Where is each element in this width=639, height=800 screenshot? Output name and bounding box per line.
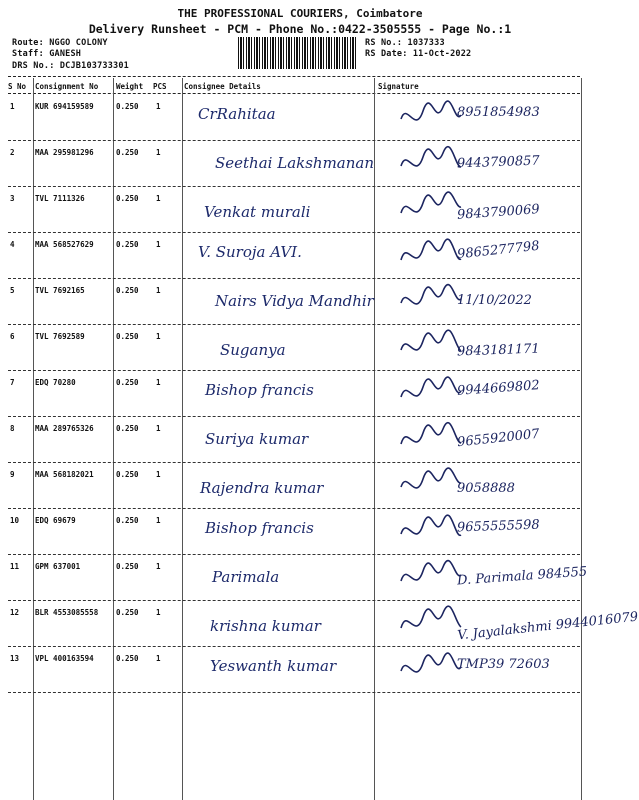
table-row — [0, 371, 600, 417]
row-pcs: 1 — [156, 424, 161, 433]
col-signature: Signature — [378, 82, 419, 91]
signature-scribble — [395, 97, 465, 137]
row-weight: 0.250 — [116, 194, 139, 203]
row-consignment-no: MAA 568527629 — [35, 240, 94, 249]
table-row — [0, 279, 600, 325]
row-weight: 0.250 — [116, 286, 139, 295]
signature-note: 8951854983 — [457, 105, 540, 120]
row-weight: 0.250 — [116, 608, 139, 617]
row-pcs: 1 — [156, 240, 161, 249]
table-row — [0, 509, 600, 555]
barcode — [238, 37, 358, 69]
consignee-name: CrRahitaa — [198, 105, 276, 123]
row-consignment-no: MAA 568182021 — [35, 470, 94, 479]
table-row — [0, 187, 600, 233]
consignee-name: Suriya kumar — [205, 430, 309, 448]
signature-scribble — [395, 465, 465, 505]
signature-scribble — [395, 235, 465, 275]
row-consignment-no: EDQ 69679 — [35, 516, 76, 525]
row-pcs: 1 — [156, 608, 161, 617]
signature-area — [395, 97, 575, 137]
consignee-name: V. Suroja AVI. — [198, 243, 302, 261]
row-weight: 0.250 — [116, 332, 139, 341]
row-consignment-no: MAA 289765326 — [35, 424, 94, 433]
signature-area — [395, 557, 588, 597]
consignee-name: Yeswanth kumar — [210, 657, 337, 675]
col-consignee: Consignee Details — [184, 82, 261, 91]
signature-area — [395, 235, 575, 275]
row-sno: 7 — [10, 378, 15, 387]
signature-note: 9843790069 — [456, 202, 541, 223]
row-sno: 13 — [10, 654, 20, 663]
signature-area — [395, 465, 575, 505]
signature-scribble — [395, 511, 465, 551]
signature-note: 9944669802 — [456, 378, 541, 399]
row-pcs: 1 — [156, 286, 161, 295]
consignee-name: Nairs Vidya Mandhir — [215, 292, 374, 310]
rs-number: RS No.: 1037333 — [365, 38, 445, 48]
row-sno: 2 — [10, 148, 15, 157]
signature-scribble — [395, 557, 465, 597]
signature-note: 11/10/2022 — [457, 293, 532, 308]
row-weight: 0.250 — [116, 102, 139, 111]
col-weight: Weight — [116, 82, 144, 91]
table-row — [0, 95, 600, 141]
table-row — [0, 233, 600, 279]
signature-note: 9655920007 — [456, 426, 541, 451]
signature-area — [395, 189, 575, 229]
row-sno: 6 — [10, 332, 15, 341]
signature-area — [395, 649, 575, 689]
rs-date: RS Date: 11-Oct-2022 — [365, 49, 472, 59]
row-consignment-no: MAA 295981296 — [35, 148, 94, 157]
row-pcs: 1 — [156, 148, 161, 157]
row-weight: 0.250 — [116, 562, 139, 571]
consignee-name: Parimala — [212, 568, 280, 586]
consignee-name: Bishop francis — [205, 519, 314, 537]
signature-scribble — [395, 189, 465, 229]
signature-note: 9865277798 — [456, 238, 541, 263]
staff-label: Staff: GANESH — [12, 49, 82, 59]
table-row — [0, 555, 600, 601]
signature-scribble — [395, 143, 465, 183]
row-pcs: 1 — [156, 654, 161, 663]
row-consignment-no: VPL 400163594 — [35, 654, 94, 663]
consignee-name: Suganya — [220, 341, 286, 359]
runsheet-title: Delivery Runsheet - PCM - Phone No.:0422-3505555 - Page No.:1 — [88, 22, 512, 36]
header-divider — [8, 76, 580, 77]
col-consignment: Consignment No — [35, 82, 99, 91]
table-row — [0, 141, 600, 187]
signature-area — [395, 281, 575, 321]
row-sno: 11 — [10, 562, 20, 571]
row-sno: 8 — [10, 424, 15, 433]
signature-note: 9843181171 — [456, 341, 540, 360]
row-sno: 12 — [10, 608, 20, 617]
column-divider — [8, 93, 580, 94]
row-sno: 4 — [10, 240, 15, 249]
row-pcs: 1 — [156, 470, 161, 479]
signature-area — [395, 419, 575, 459]
row-consignment-no: EDQ 70280 — [35, 378, 76, 387]
row-consignment-no: KUR 694159589 — [35, 102, 94, 111]
row-pcs: 1 — [156, 102, 161, 111]
signature-scribble — [395, 603, 465, 643]
row-sno: 1 — [10, 102, 15, 111]
signature-scribble — [395, 327, 465, 367]
signature-note: 9058888 — [457, 481, 515, 496]
table-row — [0, 417, 600, 463]
consignee-name: Bishop francis — [205, 381, 314, 399]
row-weight: 0.250 — [116, 378, 139, 387]
consignee-name: krishna kumar — [210, 617, 321, 635]
row-consignment-no: BLR 4553085558 — [35, 608, 99, 617]
signature-area — [395, 511, 575, 551]
table-row — [0, 463, 600, 509]
signature-area — [395, 143, 575, 183]
signature-note: TMP39 72603 — [457, 657, 550, 672]
signature-scribble — [395, 373, 465, 413]
signature-area — [395, 327, 575, 367]
col-sno: S No — [8, 82, 27, 91]
table-row — [0, 325, 600, 371]
table-row — [0, 601, 639, 647]
row-divider — [8, 692, 580, 693]
signature-scribble — [395, 419, 465, 459]
row-weight: 0.250 — [116, 516, 139, 525]
row-pcs: 1 — [156, 562, 161, 571]
row-sno: 3 — [10, 194, 15, 203]
signature-note: D. Parimala 984555 — [456, 564, 588, 589]
table-row — [0, 647, 600, 693]
company-title: THE PROFESSIONAL COURIERS, Coimbatore — [177, 7, 423, 20]
row-pcs: 1 — [156, 194, 161, 203]
row-consignment-no: GPM 637001 — [35, 562, 81, 571]
row-pcs: 1 — [156, 516, 161, 525]
row-sno: 9 — [10, 470, 15, 479]
row-pcs: 1 — [156, 332, 161, 341]
signature-note: V. Jayalakshmi 9944016079 — [456, 609, 639, 644]
consignee-name: Venkat murali — [204, 203, 311, 221]
row-weight: 0.250 — [116, 148, 139, 157]
consignee-name: Seethai Lakshmanan — [215, 154, 375, 172]
row-sno: 5 — [10, 286, 15, 295]
col-pcs: PCS — [153, 82, 167, 91]
signature-note: 9443790857 — [456, 153, 540, 172]
signature-area — [395, 603, 639, 644]
route-label: Route: NGGO COLONY — [12, 38, 108, 48]
consignee-name: Rajendra kumar — [200, 479, 324, 497]
signature-note: 9655555598 — [456, 517, 540, 536]
drs-number: DRS No.: DCJB103733301 — [12, 61, 129, 71]
row-weight: 0.250 — [116, 424, 139, 433]
row-consignment-no: TVL 7692165 — [35, 286, 85, 295]
row-consignment-no: TVL 7111326 — [35, 194, 85, 203]
row-consignment-no: TVL 7692589 — [35, 332, 85, 341]
row-pcs: 1 — [156, 378, 161, 387]
row-weight: 0.250 — [116, 240, 139, 249]
row-weight: 0.250 — [116, 470, 139, 479]
signature-scribble — [395, 281, 465, 321]
row-weight: 0.250 — [116, 654, 139, 663]
signature-scribble — [395, 649, 465, 689]
signature-area — [395, 373, 575, 413]
row-sno: 10 — [10, 516, 20, 525]
